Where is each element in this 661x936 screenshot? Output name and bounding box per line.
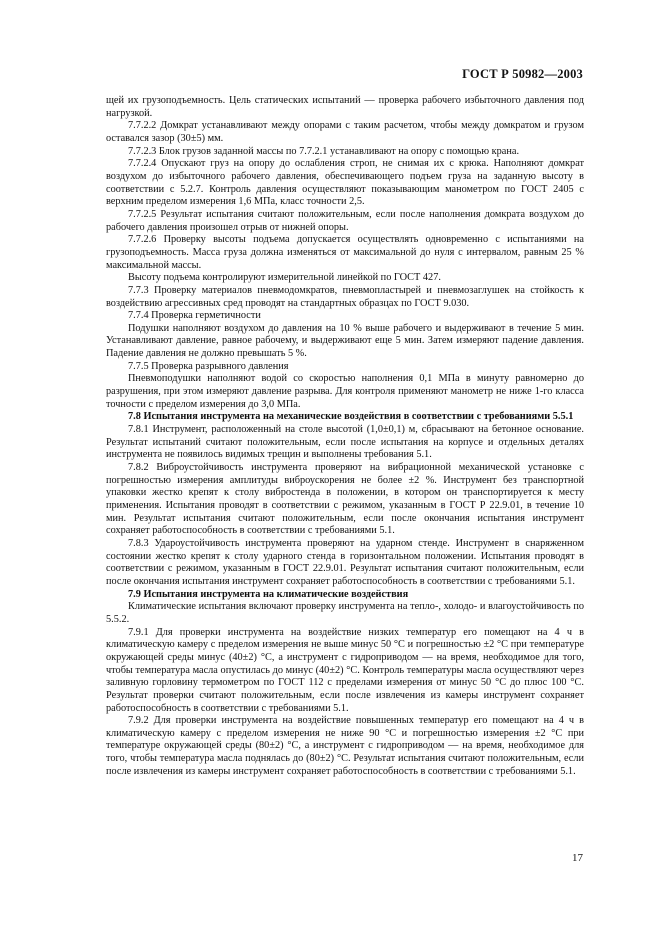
- paragraph: 7.7.2.6 Проверку высоты подъема допускается осуществлять одновременно с испытаниями на грузоподъемность. Масса груза должна изменяться от максимальной до нуля с интервалом, равным 25 % максимальной массы.: [106, 234, 584, 271]
- paragraph: 7.7.2.2 Домкрат устанавливают между опорами с таким расчетом, чтобы между домкратом и грузом оставался зазор (30±5) мм.: [106, 120, 584, 144]
- paragraph: 7.8.3 Удароустойчивость инструмента проверяют на ударном стенде. Инструмент в снаряженном состоянии жестко крепят к столу ударного стенда в горизонтальном положении. Испытания проводят в соответствии с режимом, указанным в ГОСТ 22.9.01. Результат испытания считают положительным, если после окончания испытания инструмент сохраняет работоспособность в соответствии с требованиями 5.1.: [106, 537, 584, 587]
- subsection-heading: 7.7.4 Проверка герметичности: [128, 310, 261, 322]
- paragraph: 7.8.2 Виброустойчивость инструмента проверяют на вибрационной механической установке с погрешностью измерения амплитуды виброускорения не более ±2 %. Инструмент без транспортной упаковки жестко крепят к столу вибростенда в положении, в котором он транспортируется к месту применения. Испытания проводят в соответствии с режимом, указанным в ГОСТ Р 22.9.01, в течение 10 мин. Результат испытания считают положительным, если после окончания испытания инструмент сохраняет работоспособность в соответствии с требованиями 5.1.: [106, 462, 584, 537]
- paragraph: 7.9.2 Для проверки инструмента на воздействие повышенных температур его помещают на 4 ч в климатическую камеру с пределом измерения не ниже 90 °С и погрешностью измерения ±2 °С при температуре окружающей среды (80±2) °С, а инструмент с гидроприводом — на время, необходимое для того, чтобы температура масла поднялась до (80±2) °С. Результат испытания считают положительным, если после извлечения из камеры инструмент сохраняет работоспособность в соответствии с требованиями 5.1.: [106, 715, 584, 777]
- paragraph: 7.7.2.5 Результат испытания считают положительным, если после наполнения домкрата воздухом до рабочего давления произошел отрыв от нижней опоры.: [106, 208, 584, 233]
- paragraph: 7.7.3 Проверку материалов пневмодомкратов, пневмопластырей и пневмозаглушек на стойкость к воздействию агрессивных сред проводят на стандартных образцах по ГОСТ 9.030.: [106, 284, 584, 309]
- paragraph: 7.7.2.3 Блок грузов заданной массы по 7.7.2.1 устанавливают на опору с помощью крана.: [128, 145, 520, 157]
- paragraph: щей их грузоподъемность. Цель статических испытаний — проверка рабочего избыточного давления под нагрузкой.: [106, 95, 584, 119]
- section-heading: 7.9 Испытания инструмента на климатические воздействия: [128, 588, 409, 600]
- paragraph: Высоту подъема контролируют измерительной линейкой по ГОСТ 427.: [128, 272, 441, 284]
- paragraph: Подушки наполняют воздухом до давления на 10 % выше рабочего и выдерживают в течение 5 мин. Устанавливают давление, равное рабочему, и выдерживают еще 5 мин. Затем измеряют падение давления. Падение давления не должно превышать 5 %.: [106, 322, 584, 360]
- paragraph: 7.9.1 Для проверки инструмента на воздействие низких температур его помещают на 4 ч в климатическую камеру с пределом измерения не выше минус 50 °С и погрешностью ±2 °С при температуре окружающей среды минус (40±2) °С, а инструмент с гидроприводом — на время, необходимое для того, чтобы температура масла опустилась до минус (40±2) °С. Контроль температуры масла осуществляют через заливную горловину термометром по ГОСТ 112 с пределами измерения от минус 50 °С до плюс 100 °С. Результат проверки считают положительным, если после извлечения из камеры инструмент сохраняет работоспособность в соответствии с требованиями 5.1.: [106, 626, 584, 714]
- paragraph: 7.8.1 Инструмент, расположенный на столе высотой (1,0±0,1) м, сбрасывают на бетонное основание. Результат испытаний считают положительным, если после испытания на корпусе и отдельных деталях инструмента не появилось видимых трещин и выполнены требования 5.1.: [106, 424, 584, 461]
- page-number: 17: [572, 852, 583, 864]
- paragraph: Климатические испытания включают проверку инструмента на тепло-, холодо- и влагоустойчивость по 5.5.2.: [106, 601, 584, 625]
- section-heading: 7.8 Испытания инструмента на механические воздействия в соответствии с требованиями 5.5.1: [128, 411, 574, 423]
- document-code: ГОСТ Р 50982—2003: [462, 67, 583, 81]
- subsection-heading: 7.7.5 Проверка разрывного давления: [128, 360, 289, 372]
- paragraph: Пневмоподушки наполняют водой со скоростью наполнения 0,1 МПа в минуту равномерно до разрушения, при этом измеряют давление разрыва. Для контроля применяют манометр не ниже 1-го класса точности с пределом измерения до 3,0 МПа.: [106, 373, 584, 410]
- document-body: [106, 95, 584, 778]
- paragraph: 7.7.2.4 Опускают груз на опору до ослабления строп, не снимая их с крюка. Наполняют домкрат воздухом до избыточного рабочего давления, обеспечивающего подъем груза на заданную высоту в соответствии с 5.2.7. Контроль давления осуществляют показывающим манометром по ГОСТ 2405 с верхним пределом измерения 1,6 МПа, класс точности 2,5.: [106, 158, 584, 208]
